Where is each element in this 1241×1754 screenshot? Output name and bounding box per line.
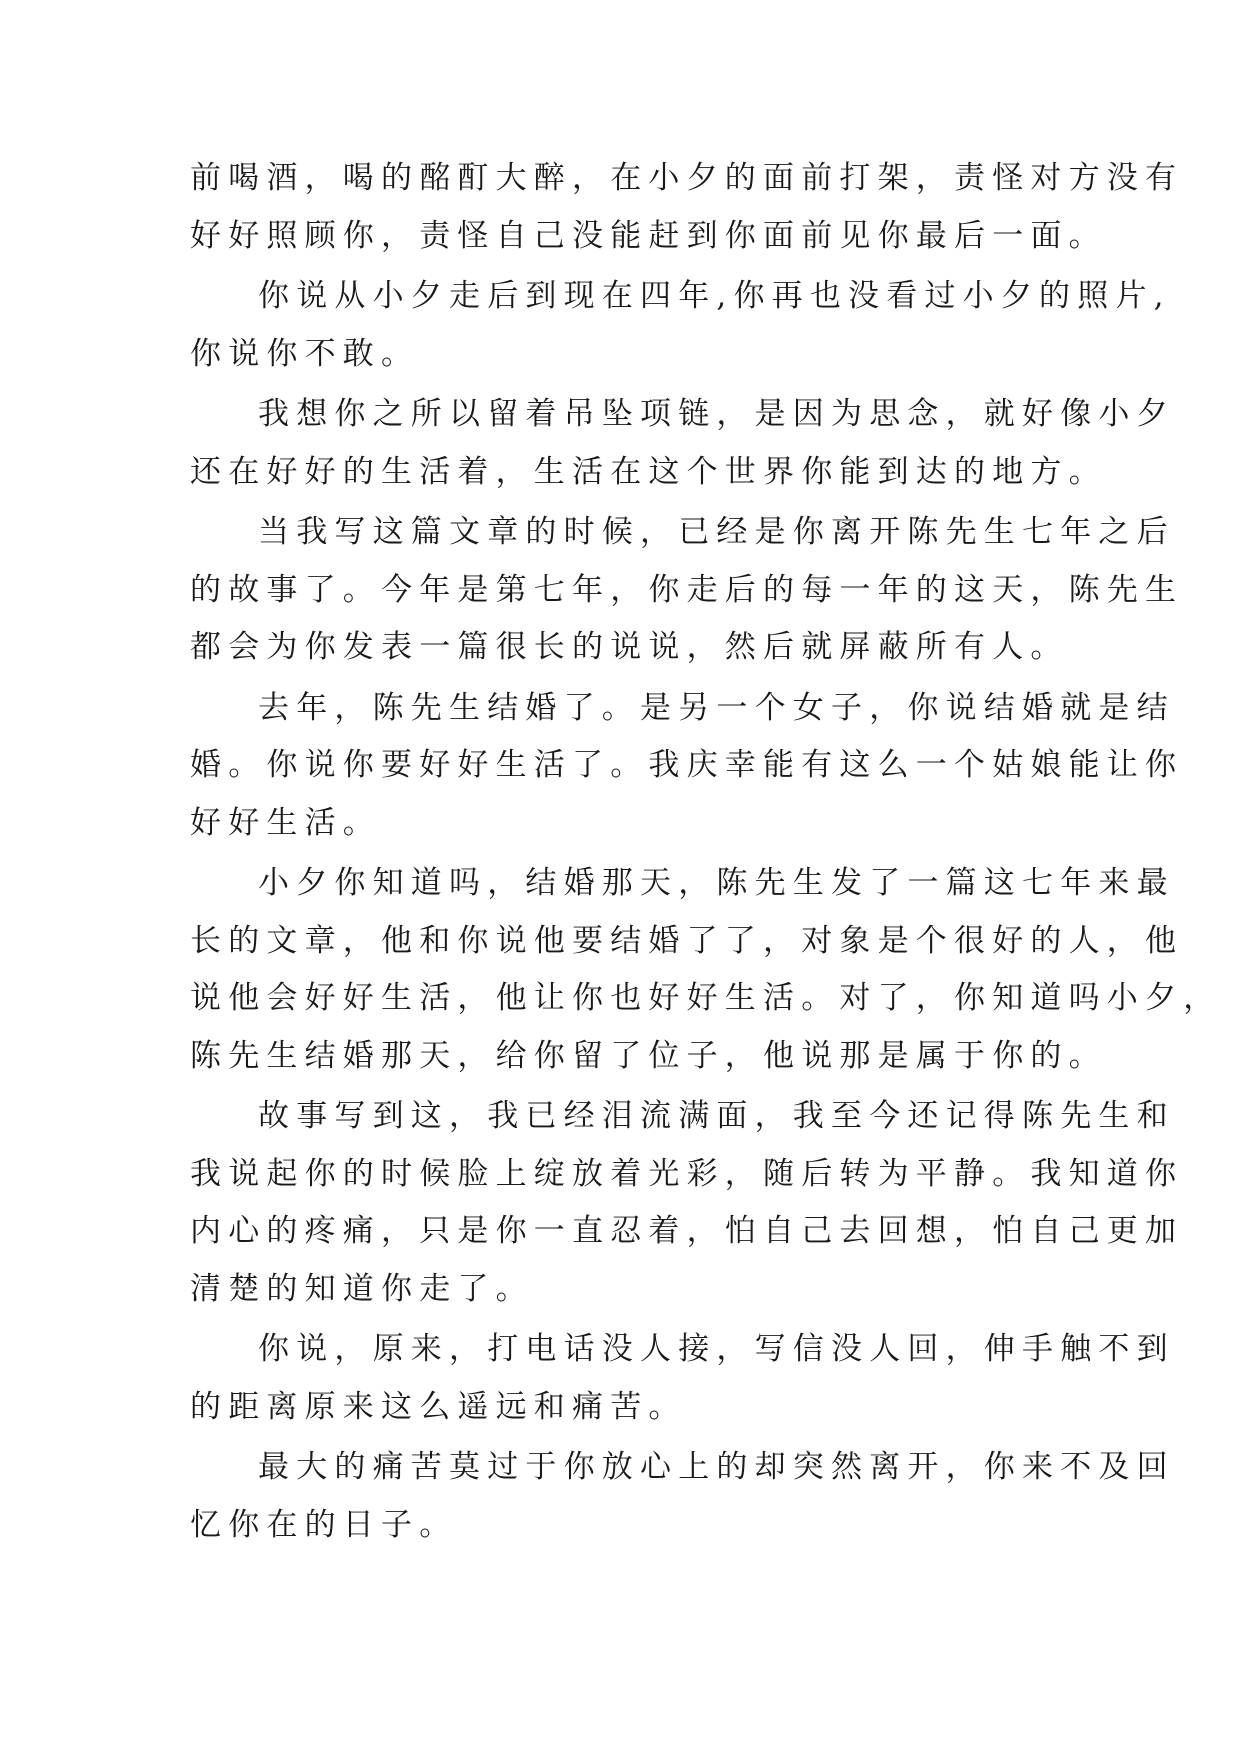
text-line: 好好生活。 xyxy=(190,804,381,841)
text-line: 最大的痛苦莫过于你放心上的却突然离开，你来不及回 xyxy=(258,1449,1175,1485)
text-line: 婚。你说你要好好生活了。我庆幸能有这么一个姑娘能让你 xyxy=(190,747,1184,783)
text-line: 说他会好好生活，他让你也好好生活。对了，你知道吗小夕， xyxy=(190,980,1222,1016)
text-line: 你说你不敢。 xyxy=(190,335,420,372)
text-line: 你说从小夕走后到现在四年,你再也没看过小夕的照片, xyxy=(258,278,1171,314)
text-line: 小夕你知道吗，结婚那天，陈先生发了一篇这七年来最 xyxy=(258,865,1175,901)
text-line: 的故事了。今年是第七年，你走后的每一年的这天，陈先生 xyxy=(190,571,1184,608)
text-line: 故事写到这，我已经泪流满面，我至今还记得陈先生和 xyxy=(258,1098,1175,1134)
text-line: 我想你之所以留着吊坠项链，是因为思念，就好像小夕 xyxy=(258,396,1175,432)
text-line: 都会为你发表一篇很长的说说，然后就屏蔽所有人。 xyxy=(190,629,1069,665)
text-line: 内心的疼痛，只是你一直忍着，怕自己去回想，怕自己更加 xyxy=(190,1213,1184,1249)
text-line: 清楚的知道你走了。 xyxy=(190,1270,534,1307)
text-line: 我说起你的时候脸上绽放着光彩，随后转为平静。我知道你 xyxy=(190,1155,1184,1192)
text-line: 还在好好的生活着，生活在这个世界你能到达的地方。 xyxy=(190,453,1107,490)
text-line: 忆你在的日子。 xyxy=(190,1506,458,1543)
text-line: 的距离原来这么遥远和痛苦。 xyxy=(190,1388,687,1425)
text-line: 当我写这篇文章的时候，已经是你离开陈先生七年之后 xyxy=(258,514,1175,550)
text-line: 陈先生结婚那天，给你留了位子，他说那是属于你的。 xyxy=(190,1037,1107,1074)
text-line: 你说，原来，打电话没人接，写信没人回，伸手触不到 xyxy=(258,1331,1175,1367)
text-line: 前喝酒，喝的酩酊大醉，在小夕的面前打架，责怪对方没有 xyxy=(190,160,1184,196)
text-line: 长的文章，他和你说他要结婚了了，对象是个很好的人，他 xyxy=(190,922,1184,959)
text-line: 去年，陈先生结婚了。是另一个女子，你说结婚就是结 xyxy=(258,689,1175,726)
text-line: 好好照顾你，责怪自己没能赶到你面前见你最后一面。 xyxy=(190,217,1107,254)
